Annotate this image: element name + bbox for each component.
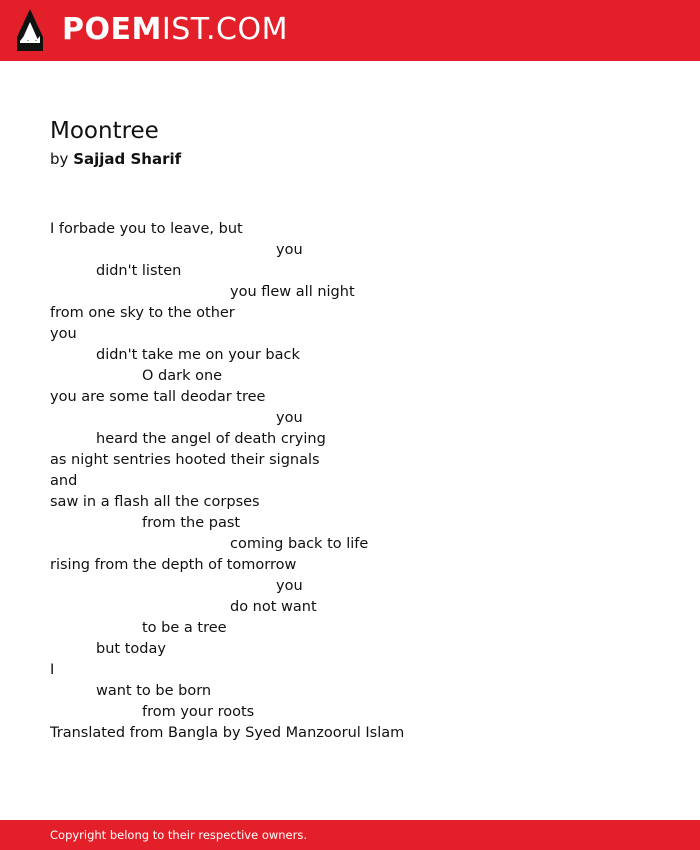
poem-line: do not want <box>230 599 317 615</box>
copyright-text: Copyright belong to their respective owners. <box>50 828 308 842</box>
poem-body <box>50 219 404 744</box>
poem-line: want to be born <box>96 683 212 699</box>
poem-line: to be a tree <box>142 620 227 636</box>
author-name: Sajjad Sharif <box>73 150 182 168</box>
pencil-tip-icon[interactable] <box>17 9 43 51</box>
poem-title: Moontree <box>50 118 159 144</box>
poem-line: heard the angel of death crying <box>96 431 326 447</box>
poem-line: didn't listen <box>96 263 182 279</box>
poem-line: I <box>50 662 55 678</box>
site-footer <box>0 820 700 850</box>
poem-line: from your roots <box>142 704 255 720</box>
poem-line: you flew all night <box>230 284 355 300</box>
poem-line: O dark one <box>142 368 223 384</box>
poem-line: from the past <box>142 515 241 531</box>
site-logo-text[interactable] <box>62 11 288 49</box>
poem-line: Translated from Bangla by Syed Manzoorul Islam <box>50 725 405 741</box>
poem-line: you <box>50 326 77 342</box>
poem-line: you are some tall deodar tree <box>50 389 266 405</box>
by-label: by <box>50 150 69 168</box>
poem-line: I forbade you to leave, but <box>50 221 243 237</box>
brand-light: IST.COM <box>161 12 288 47</box>
byline <box>50 149 181 169</box>
poem-line: you <box>276 578 303 594</box>
poem-line: didn't take me on your back <box>96 347 300 363</box>
poem-line: from one sky to the other <box>50 305 235 321</box>
poem-line: as night sentries hooted their signals <box>50 452 320 468</box>
poem-line: and <box>50 473 78 489</box>
poem-line: saw in a flash all the corpses <box>50 494 260 510</box>
site-header <box>0 0 700 61</box>
poem-line: coming back to life <box>230 536 369 552</box>
brand-bold: POEM <box>62 12 162 47</box>
poem-line: you <box>276 410 303 426</box>
poem-line: rising from the depth of tomorrow <box>50 557 297 573</box>
poem-line: you <box>276 242 303 258</box>
poem-line: but today <box>96 641 166 657</box>
